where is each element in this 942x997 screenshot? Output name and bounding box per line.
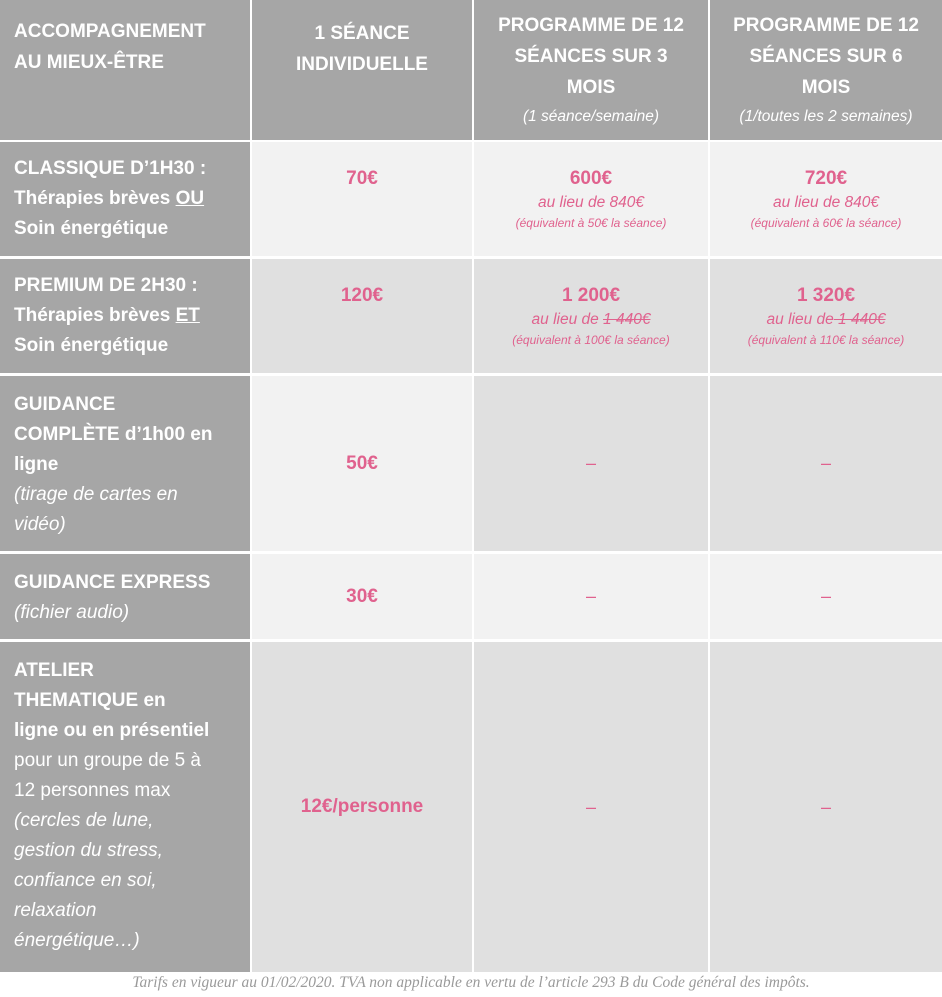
row-label-atelier <box>0 642 250 972</box>
header-prog3-line3: MOIS <box>566 77 616 98</box>
header-single-line2: INDIVIDUELLE <box>296 54 428 75</box>
classique-prog3-lieu: au lieu de 840€ <box>537 194 644 211</box>
classique-line2-text: Thérapies brèves <box>14 188 176 209</box>
classique-prog6-equiv: (équivalent à 60€ la séance) <box>750 216 902 230</box>
classique-prog6-lieu: au lieu de 840€ <box>772 194 879 211</box>
guidance-complete-line3: ligne <box>14 454 59 475</box>
premium-prog3-old-price: 1 440€ <box>603 311 651 328</box>
premium-prog6-equiv: (équivalent à 110€ la séance) <box>747 333 905 347</box>
premium-prog6-lieu <box>710 309 942 331</box>
premium-prog3-price: 1 200€ <box>561 285 621 306</box>
atelier-line9: relaxation <box>14 900 97 921</box>
guidance-complete-single-cell <box>252 376 472 551</box>
classique-prog6-price: 720€ <box>804 168 848 189</box>
atelier-prog3-cell <box>474 642 708 972</box>
premium-prog3-equiv: (équivalent à 100€ la séance) <box>512 333 670 347</box>
premium-prog6-old-price: 1 440€ <box>833 311 886 328</box>
premium-prog3-lieu <box>474 309 708 331</box>
header-prog3-sub: (1 séance/semaine) <box>522 108 660 125</box>
atelier-prog6-cell <box>710 642 942 972</box>
classique-single-price: 70€ <box>346 168 378 189</box>
premium-line1: PREMIUM DE 2H30 : <box>14 275 198 296</box>
header-service-line1: ACCOMPAGNEMENT <box>14 21 206 42</box>
header-prog6-line2: SÉANCES SUR 6 <box>749 46 903 67</box>
atelier-line8: confiance en soi, <box>14 870 157 891</box>
guidance-express-single-price: 30€ <box>346 585 378 607</box>
atelier-line6: (cercles de lune, <box>14 810 154 831</box>
guidance-complete-line1: GUIDANCE <box>14 394 116 415</box>
classique-prog3-equiv: (équivalent à 50€ la séance) <box>515 216 667 230</box>
atelier-line2: THEMATIQUE en <box>14 690 166 711</box>
premium-prog3-cell <box>474 259 708 373</box>
header-program-3-months <box>474 0 708 140</box>
premium-single-price: 120€ <box>340 285 384 306</box>
guidance-express-line2: (fichier audio) <box>14 602 130 623</box>
premium-prog6-lieu-text: au lieu de <box>766 311 834 328</box>
atelier-prog6-dash: – <box>820 796 831 817</box>
header-single-session <box>252 0 472 140</box>
classique-prog6-cell <box>710 142 942 256</box>
guidance-complete-line5: vidéo) <box>14 514 66 535</box>
atelier-prog3-dash: – <box>585 796 596 817</box>
footer-note: Tarifs en vigueur au 01/02/2020. TVA non applicable en vertu de l’article 293 B du Code général des impôts. <box>132 974 810 991</box>
classique-line1: CLASSIQUE D’1H30 : <box>14 158 207 179</box>
row-label-guidance-express <box>0 554 250 639</box>
guidance-complete-prog6-cell <box>710 376 942 551</box>
classique-prog3-price: 600€ <box>569 168 613 189</box>
guidance-express-prog6-cell <box>710 554 942 639</box>
guidance-express-prog6-dash: – <box>820 586 831 606</box>
guidance-complete-single-price: 50€ <box>346 452 378 474</box>
atelier-single-cell <box>252 642 472 972</box>
header-prog6-sub: (1/toutes les 2 semaines) <box>739 108 913 125</box>
header-single-line1: 1 SÉANCE <box>314 23 410 44</box>
atelier-line1: ATELIER <box>14 660 94 681</box>
header-program-6-months <box>710 0 942 140</box>
guidance-complete-prog3-cell <box>474 376 708 551</box>
atelier-line10: énergétique…) <box>14 930 140 951</box>
guidance-complete-line2: COMPLÈTE d’1h00 en <box>14 424 213 445</box>
atelier-single-price: 12€/personne <box>300 796 424 817</box>
classique-line3: Soin énergétique <box>14 218 169 239</box>
guidance-complete-prog6-dash: – <box>820 453 831 473</box>
premium-single-cell <box>252 259 472 373</box>
premium-line3: Soin énergétique <box>14 335 169 356</box>
atelier-line4: pour un groupe de 5 à <box>14 750 201 771</box>
header-prog3-line2: SÉANCES SUR 3 <box>514 46 668 67</box>
atelier-line3: ligne ou en présentiel <box>14 720 210 741</box>
atelier-line5: 12 personnes max <box>14 780 171 801</box>
guidance-express-line1: GUIDANCE EXPRESS <box>14 572 211 593</box>
classique-single-cell <box>252 142 472 256</box>
premium-line2 <box>14 301 240 331</box>
header-service-line2: AU MIEUX-ÊTRE <box>14 52 164 73</box>
header-prog6-line1: PROGRAMME DE 12 <box>733 15 919 36</box>
guidance-express-single-cell <box>252 554 472 639</box>
header-prog3-line1: PROGRAMME DE 12 <box>498 15 684 36</box>
guidance-complete-line4: (tirage de cartes en <box>14 484 178 505</box>
classique-line2 <box>14 184 240 214</box>
row-label-premium <box>0 259 250 373</box>
guidance-express-prog3-cell <box>474 554 708 639</box>
classique-line2-underline: OU <box>175 188 205 209</box>
header-prog6-line3: MOIS <box>801 77 851 98</box>
row-label-classique <box>0 142 250 256</box>
premium-line2-underline: ET <box>175 305 200 326</box>
row-label-guidance-complete <box>0 376 250 551</box>
premium-line2-text: Thérapies brèves <box>14 305 176 326</box>
premium-prog3-lieu-text: au lieu de <box>531 311 604 328</box>
atelier-line7: gestion du stress, <box>14 840 163 861</box>
header-service <box>0 0 250 140</box>
premium-prog6-price: 1 320€ <box>796 285 856 306</box>
premium-prog6-cell <box>710 259 942 373</box>
guidance-complete-prog3-dash: – <box>585 453 596 473</box>
guidance-express-prog3-dash: – <box>585 586 596 606</box>
classique-prog3-cell <box>474 142 708 256</box>
